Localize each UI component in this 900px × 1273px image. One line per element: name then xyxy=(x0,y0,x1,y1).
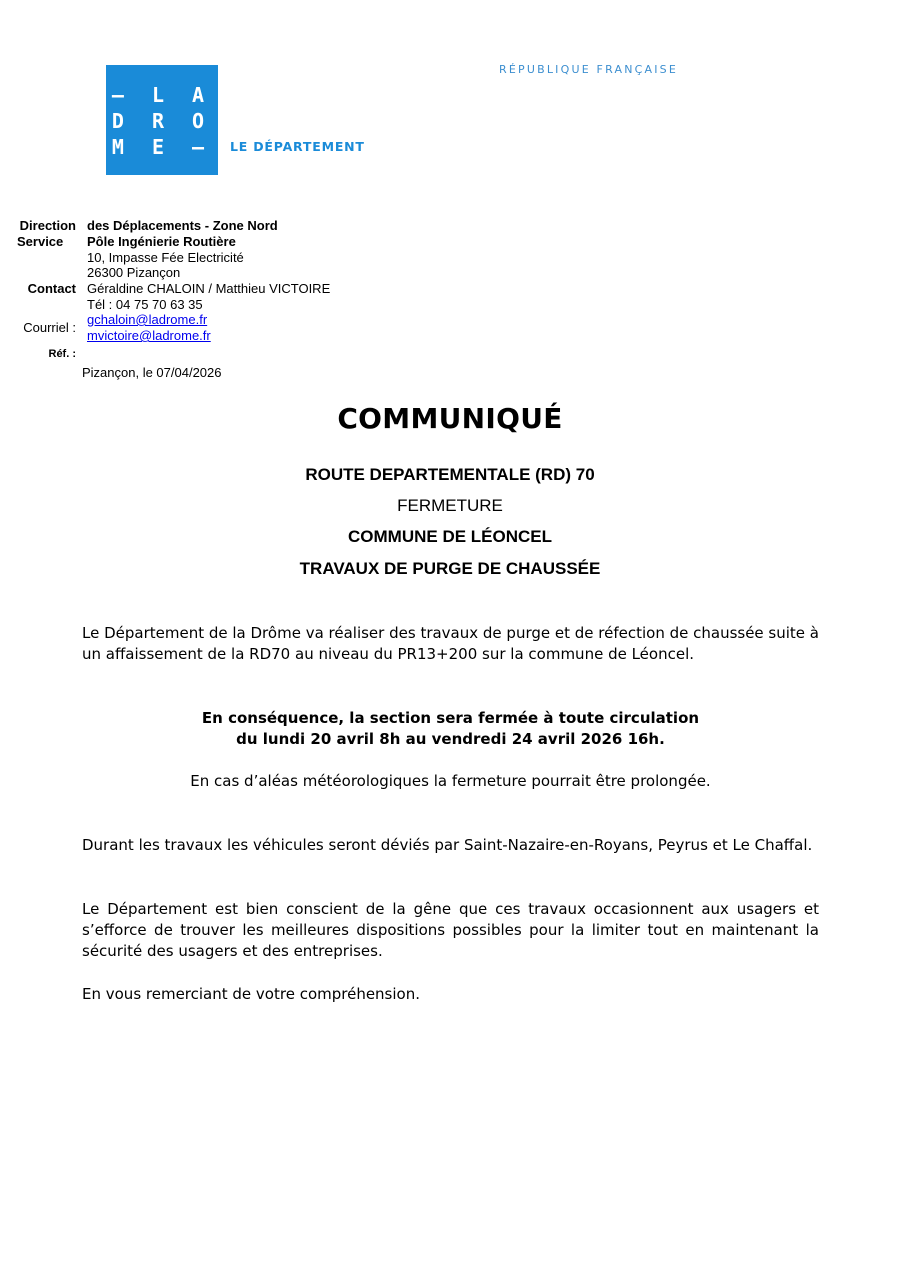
direction-label: Direction xyxy=(19,218,76,233)
email-label: Courriel : xyxy=(23,320,76,335)
logo-line-2: D R O xyxy=(111,109,213,133)
address-line-1: 10, Impasse Fée Electricité xyxy=(87,250,244,265)
closure-line-2: du lundi 20 avril 8h au vendredi 24 avril 2026 16h. xyxy=(236,730,665,748)
thanks-paragraph: En vous remerciant de votre compréhension. xyxy=(82,985,420,1003)
department-label: LE DÉPARTEMENT xyxy=(230,139,365,154)
logo-line-1: – L A xyxy=(111,83,213,107)
logo-line-3: M E – xyxy=(111,135,213,159)
closure-line-1: En conséquence, la section sera fermée à toute circulation xyxy=(201,709,700,727)
email-link-mvictoire[interactable]: mvictoire@ladrome.fr xyxy=(87,328,211,343)
republique-francaise-label: RÉPUBLIQUE FRANÇAISE xyxy=(499,63,679,76)
email-link-2-wrap xyxy=(87,328,211,344)
detour-paragraph: Durant les travaux les véhicules seront déviés par Saint-Nazaire-en-Royans, Peyrus et Le Chaffal. xyxy=(82,836,813,854)
ref-label: Réf. : xyxy=(48,348,76,360)
date-line: Pizançon, le 07/04/2026 xyxy=(82,365,222,380)
phone-number: Tél : 04 75 70 63 35 xyxy=(87,297,203,312)
page-title: COMMUNIQUÉ xyxy=(337,402,563,435)
contact-value: Géraldine CHALOIN / Matthieu VICTOIRE xyxy=(87,281,331,296)
weather-paragraph: En cas d’aléas météorologiques la fermeture pourrait être prolongée. xyxy=(190,772,711,790)
subtitle-closure: FERMETURE xyxy=(397,496,503,515)
service-value: Pôle Ingénierie Routière xyxy=(87,234,236,249)
ladrome-logo xyxy=(106,65,218,175)
subtitle-commune: COMMUNE DE LÉONCEL xyxy=(348,527,552,546)
service-label: Service xyxy=(17,234,64,249)
subtitle-road: ROUTE DEPARTEMENTALE (RD) 70 xyxy=(305,465,595,484)
address-line-2: 26300 Pizançon xyxy=(87,265,181,280)
intro-paragraph: Le Département de la Drôme va réaliser des travaux de purge et de réfection de chaussée suite à un affaissement de la RD70 au niveau du PR13+200 sur la commune de Léoncel. xyxy=(82,624,819,663)
email-link-gchaloin[interactable]: gchaloin@ladrome.fr xyxy=(87,312,208,327)
awareness-paragraph: Le Département est bien conscient de la gêne que ces travaux occasionnent aux usagers et s’efforce de trouver les meilleures dispositions possibles pour la limiter tout en maintenant la sécurité des usagers et des entreprises. xyxy=(82,900,819,960)
contact-label: Contact xyxy=(27,281,76,296)
direction-value: des Déplacements - Zone Nord xyxy=(87,218,278,233)
email-link-1-wrap xyxy=(87,312,207,328)
subtitle-works: TRAVAUX DE PURGE DE CHAUSSÉE xyxy=(299,559,601,578)
